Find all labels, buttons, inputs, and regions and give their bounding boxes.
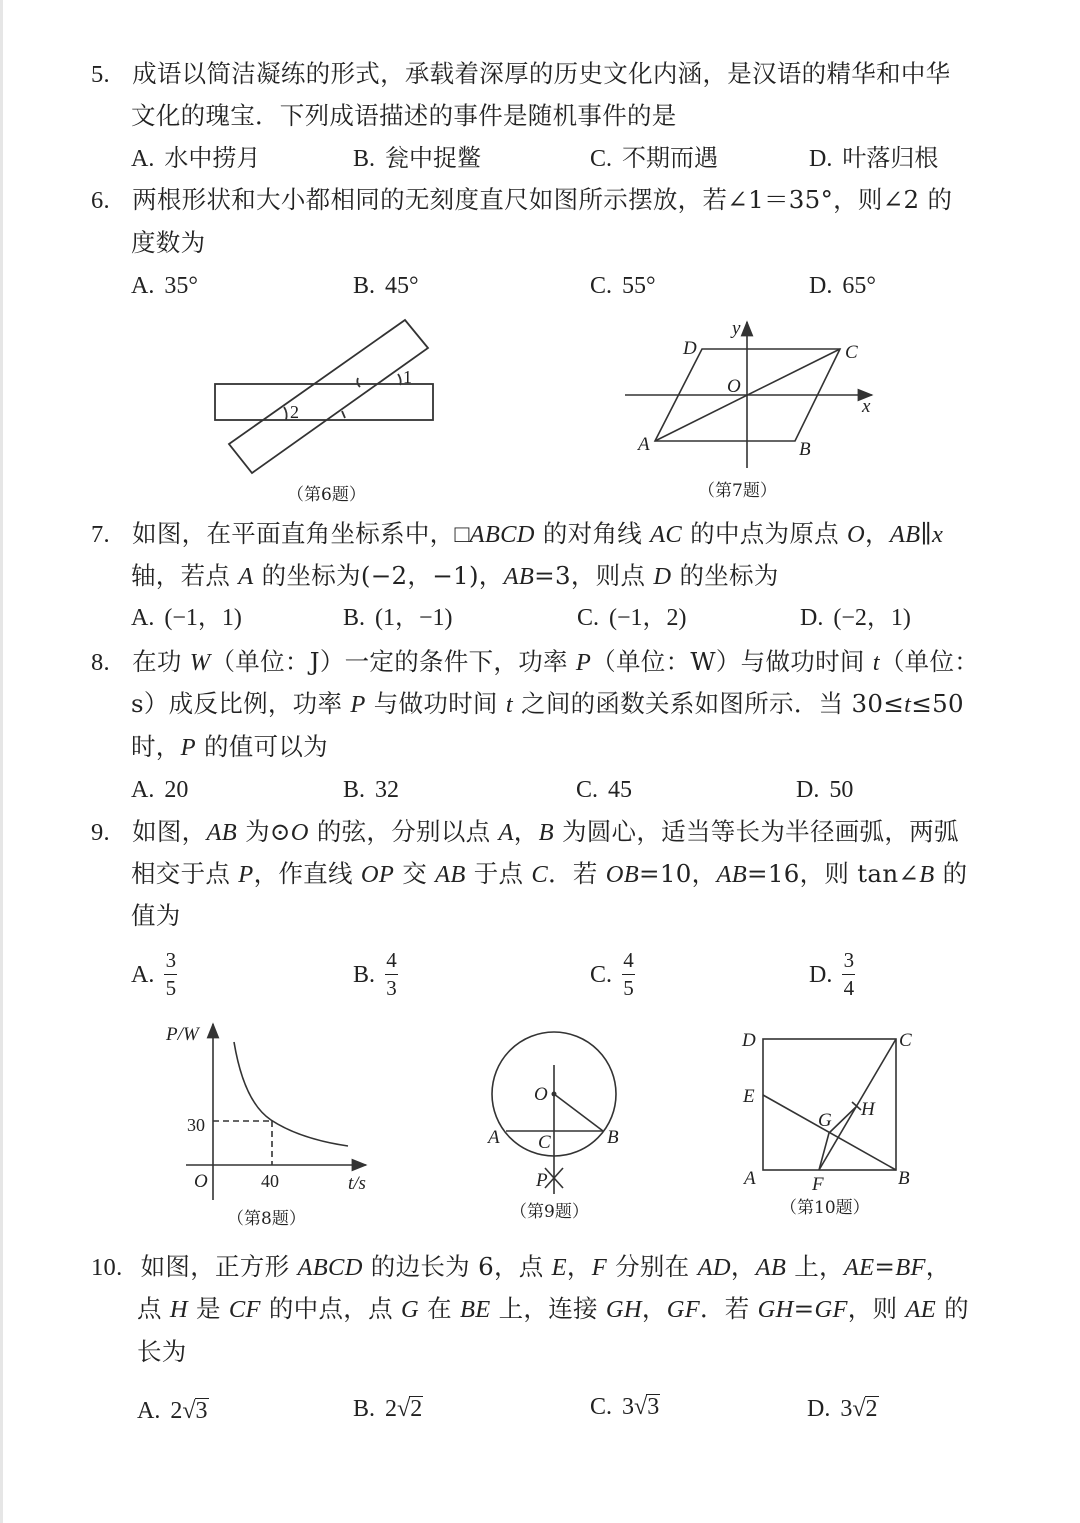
svg-text:D: D bbox=[683, 338, 697, 359]
option-c[interactable]: C. (−1，2) bbox=[577, 605, 687, 631]
option-c[interactable]: C. 不期而遇 bbox=[590, 144, 719, 172]
option-a[interactable]: A. (−1，1) bbox=[131, 605, 242, 631]
question-8-line-3: 时，P 的值可以为 bbox=[131, 732, 328, 761]
figure-6-rulers bbox=[200, 310, 460, 510]
option-a[interactable]: A. 20 bbox=[131, 777, 189, 803]
svg-text:A: A bbox=[744, 1168, 756, 1189]
option-c[interactable]: C. 3√3 bbox=[590, 1394, 660, 1420]
figure-6-caption: （第6题） bbox=[287, 485, 366, 505]
option-c[interactable]: C. 45 bbox=[576, 777, 633, 803]
inverse-curve bbox=[234, 1042, 348, 1146]
svg-text:x: x bbox=[862, 396, 871, 417]
figure-7-caption: （第7题） bbox=[698, 481, 777, 501]
svg-text:B: B bbox=[898, 1168, 910, 1189]
page-left-edge bbox=[0, 0, 3, 1523]
svg-text:C: C bbox=[899, 1030, 912, 1051]
option-a[interactable]: A. 2√3 bbox=[137, 1398, 208, 1424]
option-d[interactable]: D. 叶落归根 bbox=[809, 144, 939, 172]
question-number: 10. bbox=[91, 1254, 123, 1281]
fraction: $\frac{4}{3}$ bbox=[386, 948, 397, 1001]
question-5-line-2: 文化的瑰宝．下列成语描述的事件是随机事件的是 bbox=[131, 101, 677, 130]
option-a[interactable]: A. 水中捞月 bbox=[131, 144, 261, 172]
figure-9-circle bbox=[470, 1010, 650, 1230]
option-d[interactable]: D. $\frac{3}{4}$ bbox=[809, 948, 855, 1001]
x-axis-label: t/s bbox=[348, 1173, 366, 1194]
question-10-line-2: 点 H 是 CF 的中点，点 G 在 BE 上，连接 GH，GF．若 GH=GF，则 AE 的 bbox=[137, 1294, 969, 1323]
question-6-line-1: 6. 两根形状和大小都相同的无刻度直尺如图所示摆放，若∠1＝35°，则∠2 的 bbox=[91, 185, 953, 214]
option-c[interactable]: C. 55° bbox=[590, 273, 656, 299]
figure-8-caption: （第8题） bbox=[227, 1209, 306, 1229]
question-number: 7. bbox=[91, 521, 110, 548]
svg-text:C: C bbox=[538, 1132, 551, 1153]
option-b[interactable]: B. (1，−1) bbox=[343, 605, 453, 631]
fraction: $\frac{3}{4}$ bbox=[843, 948, 855, 1001]
origin-label: O bbox=[194, 1171, 208, 1192]
svg-text:A: A bbox=[638, 434, 650, 455]
question-number: 9. bbox=[91, 819, 110, 846]
y-axis-label: P/W bbox=[166, 1024, 199, 1045]
svg-text:y: y bbox=[732, 318, 741, 339]
question-7-line-1: 7. 如图，在平面直角坐标系中，□ABCD 的对角线 AC 的中点为原点 O，AB∥x bbox=[91, 519, 944, 548]
option-b[interactable]: B. 瓮中捉鳖 bbox=[353, 144, 482, 172]
question-5-line-1: 5. 成语以简洁凝练的形式，承载着深厚的历史文化内涵，是汉语的精华和中华 bbox=[91, 59, 951, 88]
svg-text:O: O bbox=[727, 376, 741, 397]
option-d[interactable]: D. 50 bbox=[796, 777, 854, 803]
question-number: 5. bbox=[91, 61, 110, 88]
question-6-line-2: 度数为 bbox=[131, 228, 206, 257]
x-tick-40: 40 bbox=[261, 1171, 279, 1191]
question-9-line-3: 值为 bbox=[131, 901, 181, 930]
question-9-line-1: 9. 如图，AB 为⊙O 的弦，分别以点 A，B 为圆心，适当等长为半径画弧，两弧 bbox=[91, 817, 959, 846]
fraction: $\frac{4}{5}$ bbox=[623, 948, 634, 1001]
figure-7-parallelogram bbox=[610, 310, 890, 510]
question-number: 6. bbox=[91, 187, 110, 214]
question-number: 8. bbox=[91, 649, 110, 676]
question-8-line-2: s）成反比例，功率 P 与做功时间 t 之间的函数关系如图所示．当 30≤t≤50 bbox=[131, 689, 964, 718]
svg-text:O: O bbox=[534, 1084, 548, 1105]
option-b[interactable]: B. 45° bbox=[353, 273, 419, 299]
svg-text:P: P bbox=[536, 1170, 548, 1191]
fraction: $\frac{3}{5}$ bbox=[165, 948, 177, 1001]
svg-text:F: F bbox=[812, 1174, 824, 1195]
y-tick-30: 30 bbox=[187, 1115, 205, 1135]
option-a[interactable]: A. 35° bbox=[131, 273, 198, 299]
option-d[interactable]: D. 65° bbox=[809, 273, 876, 299]
question-7-line-2: 轴，若点 A 的坐标为(−2，−1)，AB=3，则点 D 的坐标为 bbox=[131, 561, 779, 590]
svg-text:B: B bbox=[607, 1127, 619, 1148]
figure-10-square bbox=[730, 1010, 930, 1230]
question-10-line-1: 10. 如图，正方形 ABCD 的边长为 6，点 E，F 分别在 AD，AB 上，AE=BF， bbox=[91, 1252, 951, 1281]
figure-8-chart bbox=[150, 1010, 390, 1240]
question-10-line-3: 长为 bbox=[137, 1337, 187, 1366]
figure-10-caption: （第10题） bbox=[780, 1198, 870, 1218]
svg-text:E: E bbox=[743, 1086, 755, 1107]
option-c[interactable]: C. $\frac{4}{5}$ bbox=[590, 948, 634, 1001]
option-b[interactable]: B. $\frac{4}{3}$ bbox=[353, 948, 397, 1001]
svg-text:B: B bbox=[799, 439, 811, 460]
option-d[interactable]: D. 3√2 bbox=[807, 1396, 878, 1422]
angle-1-label: 1 bbox=[403, 367, 412, 387]
option-b[interactable]: B. 32 bbox=[343, 777, 400, 803]
svg-text:A: A bbox=[488, 1127, 500, 1148]
svg-text:C: C bbox=[845, 342, 858, 363]
question-9-line-2: 相交于点 P，作直线 OP 交 AB 于点 C．若 OB=10，AB=16，则 tan∠B 的 bbox=[131, 859, 968, 888]
figure-9-caption: （第9题） bbox=[510, 1202, 589, 1222]
angle-2-label: 2 bbox=[290, 402, 299, 422]
option-a[interactable]: A. $\frac{3}{5}$ bbox=[131, 948, 177, 1001]
option-d[interactable]: D. (−2，1) bbox=[800, 605, 911, 631]
svg-text:G: G bbox=[818, 1110, 832, 1131]
question-8-line-1: 8. 在功 W（单位：J）一定的条件下，功率 P（单位：W）与做功时间 t（单位： bbox=[91, 647, 980, 676]
svg-text:H: H bbox=[861, 1099, 875, 1120]
svg-text:D: D bbox=[742, 1030, 756, 1051]
option-b[interactable]: B. 2√2 bbox=[353, 1396, 423, 1422]
